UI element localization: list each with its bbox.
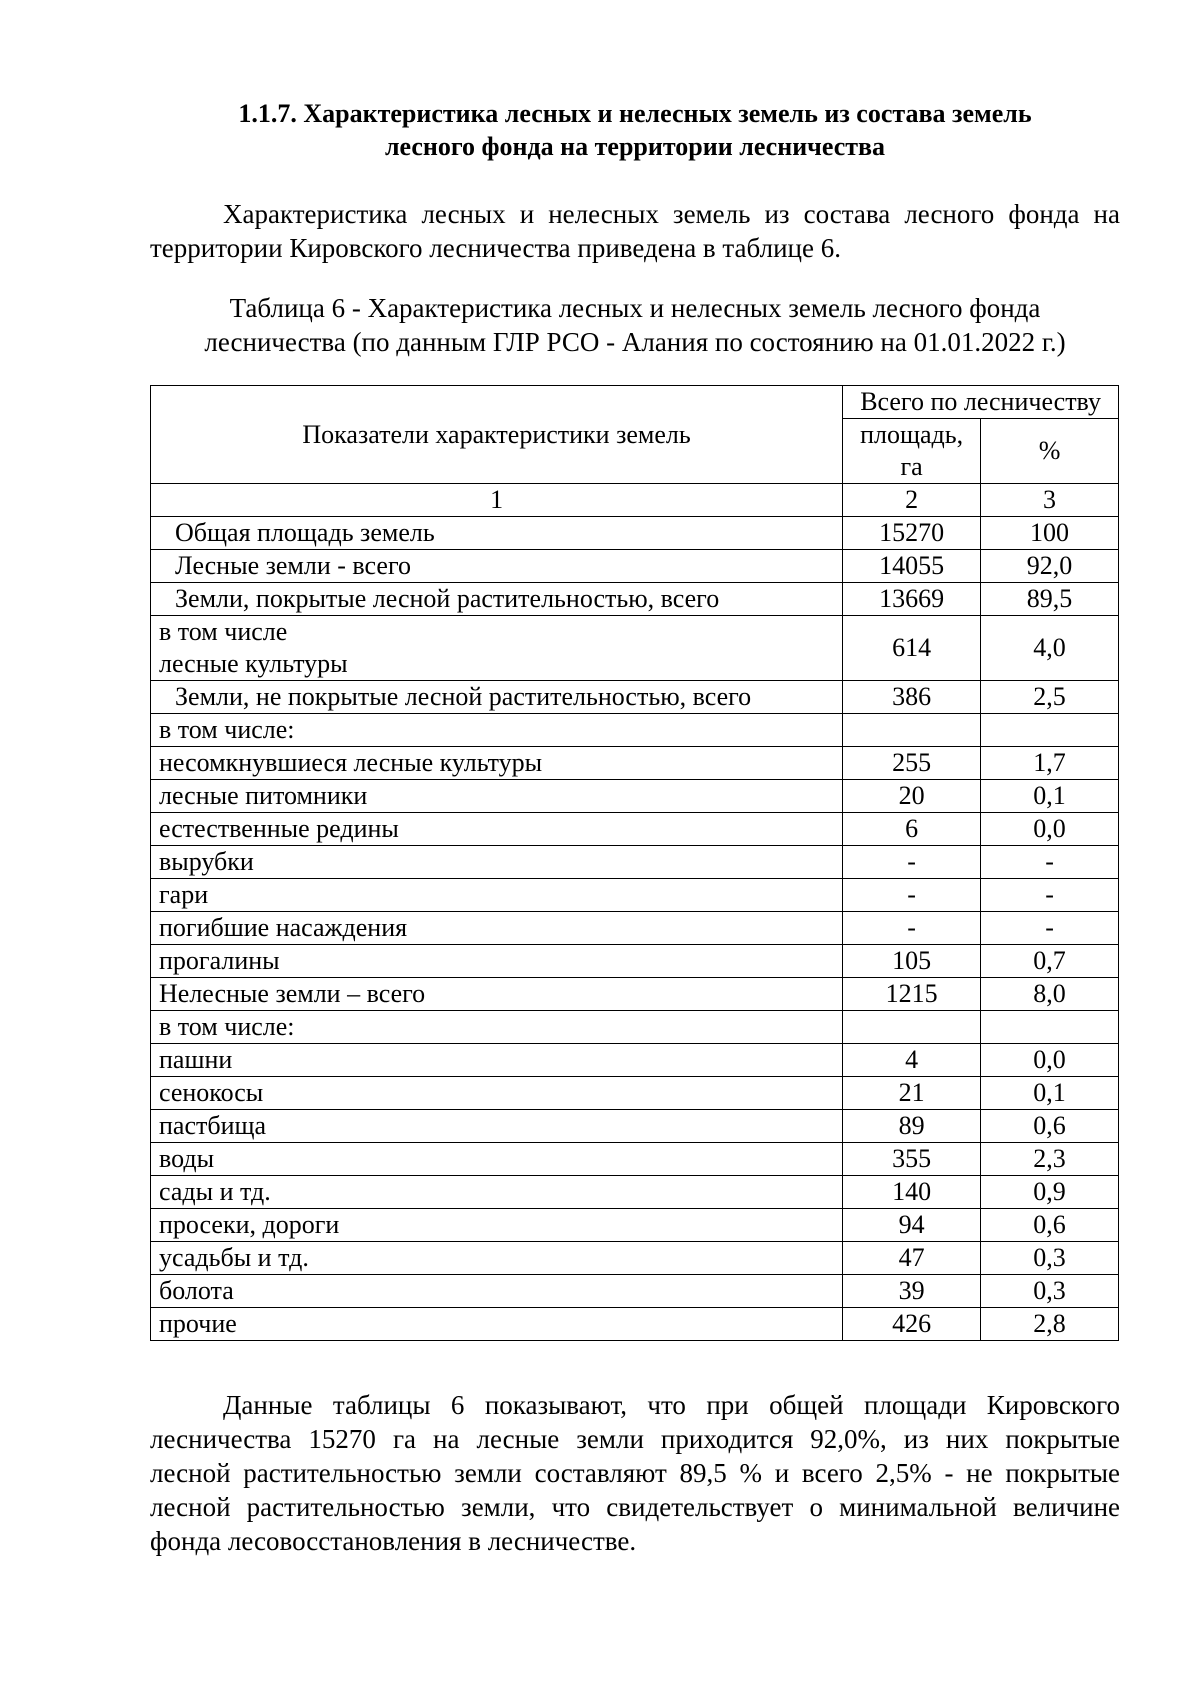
row-indicator: [151, 616, 843, 681]
row-indicator-text: прогалины: [159, 946, 280, 975]
table-row: [151, 1077, 1119, 1110]
row-indicator-text: Земли, покрытые лесной растительностью, всего: [175, 584, 720, 613]
row-indicator: [151, 1176, 843, 1209]
row-indicator-text: вырубки: [159, 847, 254, 876]
column-number-row: [151, 484, 1119, 517]
row-indicator: [151, 813, 843, 846]
row-percent: [981, 714, 1119, 747]
row-area: 89: [843, 1110, 981, 1143]
table-row: [151, 780, 1119, 813]
row-indicator-text: в том числе: [159, 617, 288, 646]
table-row: [151, 1143, 1119, 1176]
conclusion-line-2: лесничества 15270 га на лесные земли приходится 92,0%, из них покрытые: [150, 1424, 1120, 1454]
row-indicator: [151, 583, 843, 616]
row-indicator-text-2: лесные культуры: [159, 649, 348, 678]
row-percent: 0,0: [981, 1044, 1119, 1077]
row-indicator-text: воды: [159, 1144, 215, 1173]
table-row: [151, 681, 1119, 714]
table-row: [151, 583, 1119, 616]
table-row: [151, 1209, 1119, 1242]
row-percent: 89,5: [981, 583, 1119, 616]
row-indicator: [151, 1275, 843, 1308]
row-area: 1215: [843, 978, 981, 1011]
row-indicator-text: погибшие насаждения: [159, 913, 408, 942]
row-percent: 2,8: [981, 1308, 1119, 1341]
header-area: площадь, га: [843, 419, 981, 484]
row-indicator-text: несомкнувшиеся лесные культуры: [159, 748, 543, 777]
row-area: [843, 1011, 981, 1044]
intro-line-2: территории Кировского лесничества приведена в таблице 6.: [150, 233, 841, 263]
row-indicator: [151, 780, 843, 813]
conclusion-line-4: лесной растительностью земли, что свидетельствует о минимальной величине: [150, 1492, 1120, 1522]
table-caption-line-2: лесничества (по данным ГЛР РСО - Алания по состоянию на 01.01.2022 г.): [204, 327, 1066, 357]
row-indicator: [151, 1044, 843, 1077]
row-percent: 92,0: [981, 550, 1119, 583]
row-indicator-text: Нелесные земли – всего: [159, 979, 426, 1008]
row-indicator: [151, 1077, 843, 1110]
table-row: [151, 1176, 1119, 1209]
table-row: [151, 1275, 1119, 1308]
row-percent: -: [981, 912, 1119, 945]
table-row: [151, 1044, 1119, 1077]
row-indicator: [151, 912, 843, 945]
row-percent: [981, 1011, 1119, 1044]
section-heading-line-2: лесного фонда на территории лесничества: [384, 132, 886, 161]
row-percent: 1,7: [981, 747, 1119, 780]
row-indicator-text: естественные редины: [159, 814, 399, 843]
conclusion-line-5: фонда лесовосстановления в лесничестве.: [150, 1526, 637, 1556]
header-percent: %: [981, 419, 1119, 484]
row-percent: 0,6: [981, 1110, 1119, 1143]
row-percent: 2,5: [981, 681, 1119, 714]
row-indicator-text: сады и тд.: [159, 1177, 271, 1206]
row-percent: 2,3: [981, 1143, 1119, 1176]
row-indicator: [151, 846, 843, 879]
conclusion-paragraph: [150, 1388, 1120, 1558]
row-indicator-text: усадьбы и тд.: [159, 1243, 309, 1272]
row-area: 14055: [843, 550, 981, 583]
row-area: 39: [843, 1275, 981, 1308]
table-header-row: [151, 386, 1119, 419]
table-row: [151, 912, 1119, 945]
section-heading-line-1: 1.1.7. Характеристика лесных и нелесных земель из состава земель: [238, 99, 1032, 128]
row-indicator-text: пастбища: [159, 1111, 267, 1140]
row-percent: 0,3: [981, 1242, 1119, 1275]
row-area: -: [843, 912, 981, 945]
column-number-2: 2: [843, 484, 981, 517]
table-row: [151, 1110, 1119, 1143]
row-indicator-text: Общая площадь земель: [175, 518, 435, 547]
row-percent: 0,1: [981, 1077, 1119, 1110]
conclusion-line-3: лесной растительностью земли составляют 89,5 % и всего 2,5% - не покрытые: [150, 1458, 1120, 1488]
row-area: 47: [843, 1242, 981, 1275]
column-number-1: 1: [151, 484, 843, 517]
row-indicator-text: в том числе:: [159, 715, 295, 744]
row-indicator: [151, 945, 843, 978]
row-indicator: [151, 1011, 843, 1044]
row-area: 94: [843, 1209, 981, 1242]
column-number-3: 3: [981, 484, 1119, 517]
header-indicator: Показатели характеристики земель: [151, 386, 843, 484]
table-row: [151, 517, 1119, 550]
row-indicator: [151, 1209, 843, 1242]
row-percent: 4,0: [981, 616, 1119, 681]
row-indicator: [151, 1242, 843, 1275]
table-row: [151, 813, 1119, 846]
row-indicator-text: пашни: [159, 1045, 233, 1074]
row-percent: 0,0: [981, 813, 1119, 846]
conclusion-line-1: Данные таблицы 6 показывают, что при общей площади Кировского: [223, 1390, 1120, 1420]
row-indicator-text: Земли, не покрытые лесной растительностью, всего: [175, 682, 752, 711]
row-percent: 0,7: [981, 945, 1119, 978]
table-row: [151, 846, 1119, 879]
row-percent: 0,1: [981, 780, 1119, 813]
header-total: Всего по лесничеству: [843, 386, 1119, 419]
table-row: [151, 1011, 1119, 1044]
row-indicator: [151, 1143, 843, 1176]
row-indicator-text: прочие: [159, 1309, 237, 1338]
row-indicator: [151, 1308, 843, 1341]
table-caption: [150, 291, 1120, 359]
table-row: [151, 978, 1119, 1011]
row-area: 105: [843, 945, 981, 978]
table-row: [151, 945, 1119, 978]
row-area: 355: [843, 1143, 981, 1176]
row-indicator-text: лесные питомники: [159, 781, 368, 810]
table-caption-line-1: Таблица 6 - Характеристика лесных и нелесных земель лесного фонда: [229, 293, 1041, 323]
row-indicator-text: просеки, дороги: [159, 1210, 340, 1239]
section-heading: [150, 97, 1120, 163]
intro-paragraph: [150, 197, 1120, 265]
row-percent: 0,3: [981, 1275, 1119, 1308]
row-percent: 0,6: [981, 1209, 1119, 1242]
row-percent: 8,0: [981, 978, 1119, 1011]
row-indicator-text: в том числе:: [159, 1012, 295, 1041]
row-area: 6: [843, 813, 981, 846]
row-area: 13669: [843, 583, 981, 616]
row-percent: -: [981, 879, 1119, 912]
table-row: [151, 550, 1119, 583]
row-area: 4: [843, 1044, 981, 1077]
row-indicator: [151, 978, 843, 1011]
row-indicator: [151, 517, 843, 550]
row-area: -: [843, 879, 981, 912]
row-indicator: [151, 550, 843, 583]
land-characteristics-table: [150, 385, 1119, 1341]
row-indicator-text: Лесные земли - всего: [175, 551, 411, 580]
row-area: -: [843, 846, 981, 879]
table-row: [151, 714, 1119, 747]
row-indicator: [151, 714, 843, 747]
row-percent: -: [981, 846, 1119, 879]
row-indicator: [151, 747, 843, 780]
table-row: [151, 616, 1119, 681]
row-indicator-text: гари: [159, 880, 209, 909]
table-row: [151, 1242, 1119, 1275]
row-area: 20: [843, 780, 981, 813]
row-percent: 100: [981, 517, 1119, 550]
row-area: 426: [843, 1308, 981, 1341]
table-row: [151, 747, 1119, 780]
row-indicator: [151, 879, 843, 912]
row-area: [843, 714, 981, 747]
table-row: [151, 879, 1119, 912]
row-indicator-text: болота: [159, 1276, 234, 1305]
row-indicator: [151, 1110, 843, 1143]
row-area: 386: [843, 681, 981, 714]
row-indicator: [151, 681, 843, 714]
row-area: 140: [843, 1176, 981, 1209]
row-area: 21: [843, 1077, 981, 1110]
intro-line-1: Характеристика лесных и нелесных земель из состава лесного фонда на: [223, 199, 1120, 229]
row-area: 614: [843, 616, 981, 681]
row-percent: 0,9: [981, 1176, 1119, 1209]
row-area: 15270: [843, 517, 981, 550]
row-indicator-text: сенокосы: [159, 1078, 264, 1107]
table-row: [151, 1308, 1119, 1341]
row-area: 255: [843, 747, 981, 780]
